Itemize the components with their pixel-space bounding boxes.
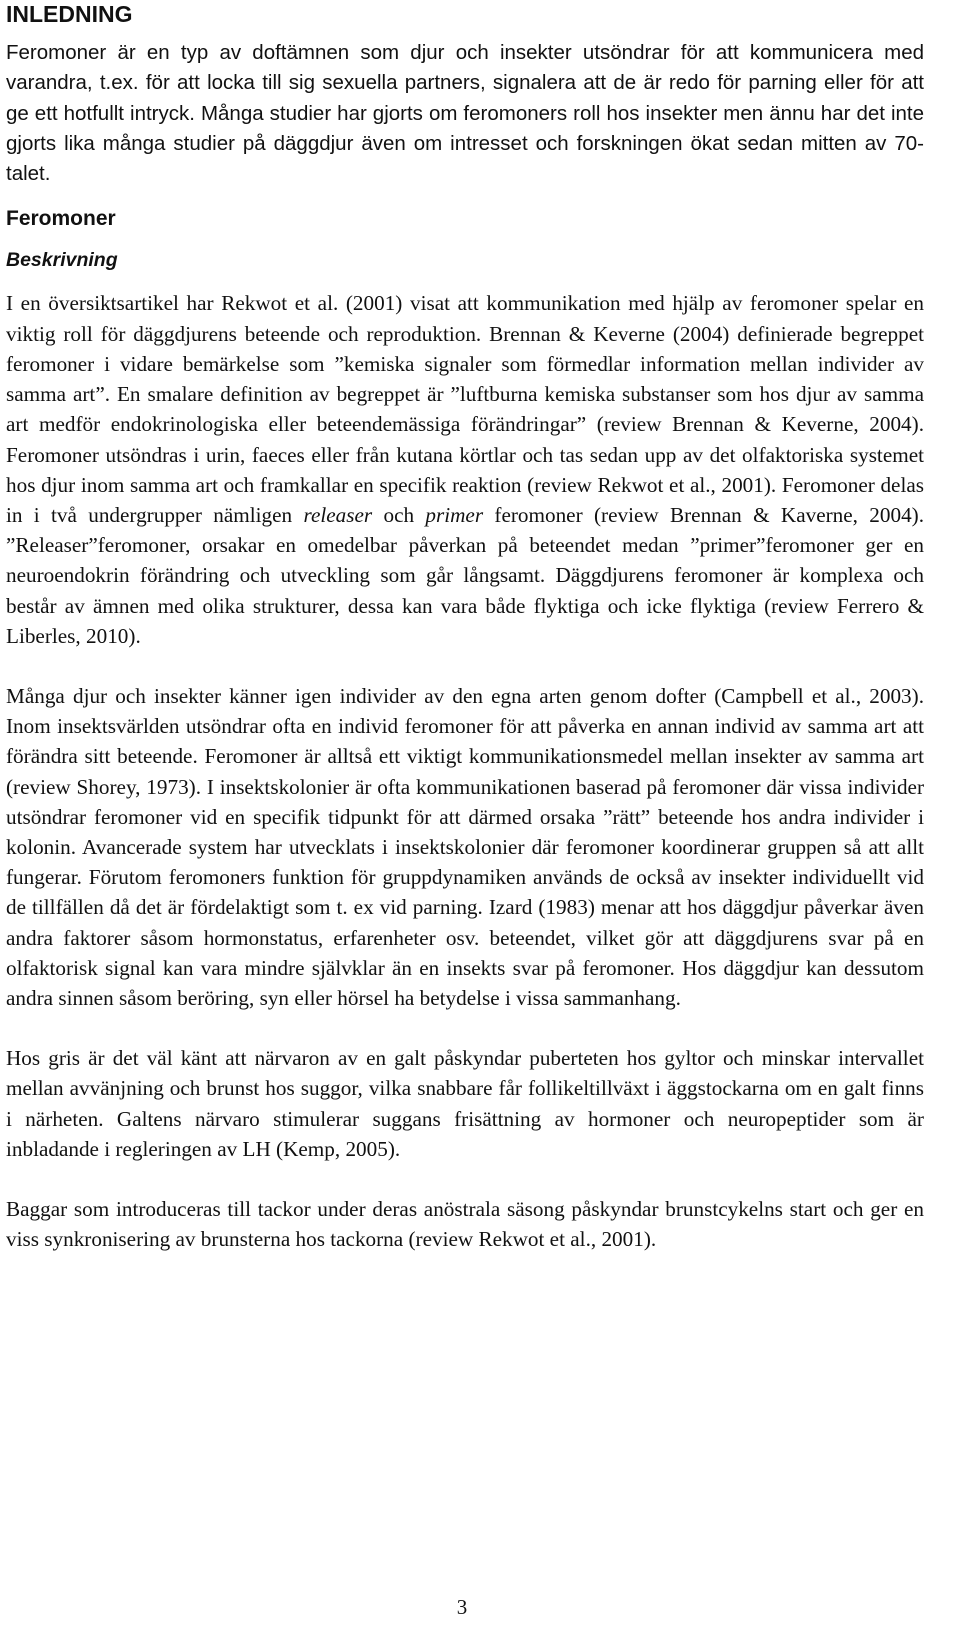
chapter-heading: INLEDNING	[6, 1, 133, 27]
term-releaser: releaser	[303, 502, 373, 527]
section-title: Feromoner	[6, 207, 116, 231]
intro-paragraph: Feromoner är en typ av doftämnen som djur och insekter utsöndrar för att kommunicera med varandra, t.ex. för att locka till sig sexuella partners, signalera att de är redo för parning eller för att ge ett hotfullt intryck. Många studier har gjorts om feromoners roll hos insekter men ännu har det inte gjorts lika många studier på däggdjur även om intresset och forskningen ökat sedan mitten av 70-talet.	[6, 41, 924, 186]
paragraph-description-part-a: I en översiktsartikel har Rekwot et al. (2001) visat att kommunikation med hjälp av feromoner spelar en viktig roll för däggdjurens beteende och reproduktion. Brennan & Keverne (2004) definierade begreppet feromoner i vidare bemärkelse som ”kemiska signaler som förmedlar information mellan individer av samma art”. En smalare definition av begreppet är ”luftburna kemiska substanser som hos djur av samma art medför endokrinologiska eller beteendemässiga förändringar” (review Brennan & Keverne, 2004). Feromoner utsöndras i urin, faeces eller från kutana körtlar och tas sedan upp av det olfaktoriska systemet hos djur inom samma art och framkallar en specifik reaktion (review Rekwot et al., 2001). Feromoner delas in i två undergrupper nämligen	[6, 291, 924, 527]
page-number: 3	[456, 1595, 468, 1619]
paragraph-insects: Många djur och insekter känner igen individer av den egna arten genom dofter (Campbell et al., 2003). Inom insektsvärlden utsöndrar ofta en individ feromoner för att påverka en annan individ av samma art att förändra sitt beteende. Feromoner är alltså ett viktigt kommunikationsmedel mellan insekter av samma art (review Shorey, 1973). I insektskolonier är ofta kommunikationen baserad på feromoner där vissa individer utsöndrar feromoner vid en specifik tidpunkt för att därmed orsaka ”rätt” beteende hos andra individer i kolonin. Avancerade system har utvecklats i insektskolonier där feromoner koordinerar gruppen så att allt fungerar. Förutom feromoners funktion för gruppdynamiken används de också av insekter individuellt vid de tillfällen då det är fördelaktigt som t. ex vid parning. Izard (1983) menar att hos däggdjur påverkar även andra faktorer såsom hormonstatus, erfarenheter osv. beteendet, vilket gör att däggdjurens svar på en olfaktorisk signal kan vara mindre självklar än en insekts svar på feromoner. Hos däggdjur kan dessutom andra sinnen såsom beröring, syn eller hörsel ha betydelse i vissa sammanhang.	[6, 683, 924, 1010]
paragraph-description	[6, 288, 924, 650]
subsection-title: Beskrivning	[6, 249, 118, 272]
conjunction-och: och	[383, 502, 415, 527]
paragraph-description-part-b: feromoner (review Brennan & Kaverne, 2004). ”Releaser”feromoner, orsakar en omedelbar påverkan på beteendet medan ”primer”feromoner ger en neuroendokrin förändring och utveckling som går långsamt. Däggdjurens feromoner är komplexa och består av ämnen med olika strukturer, dessa kan vara både flyktiga och icke flyktiga (review Ferrero & Liberles, 2010).	[6, 502, 925, 648]
paragraph-sheep: Baggar som introduceras till tackor under deras anöstrala säsong påskyndar brunstcykelns start och ger en viss synkronisering av brunsterna hos tackorna (review Rekwot et al., 2001).	[6, 1196, 924, 1252]
term-primer: primer	[425, 502, 484, 527]
document-page	[6, 0, 924, 1254]
paragraph-pigs: Hos gris är det väl känt att närvaron av en galt påskyndar puberteten hos gyltor och minskar intervallet mellan avvänjning och brunst hos suggor, vilka snabbare får follikeltillväxt i äggstockarna om en galt finns i närheten. Galtens närvaro stimulerar suggans frisättning av hormoner och neuropeptider som är inbladande i regleringen av LH (Kemp, 2005).	[6, 1046, 924, 1161]
